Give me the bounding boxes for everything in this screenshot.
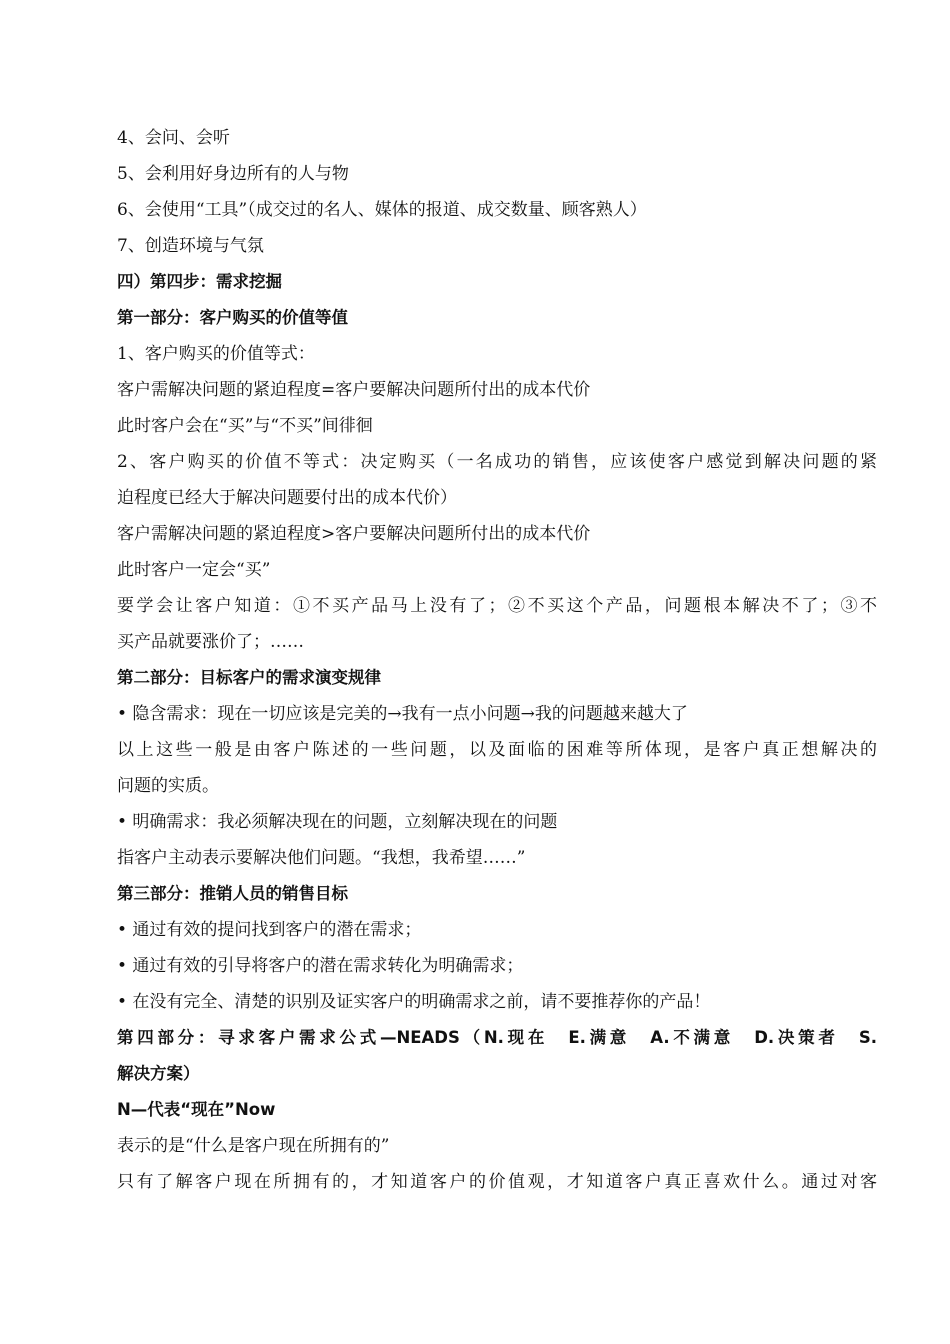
document-body	[117, 120, 877, 1200]
part4-heading: 第四部分：寻求客户需求公式—NEADS（N.现在 E.满意 A.不满意 D.决策者 S.	[117, 1028, 877, 1047]
paragraph-line: 此时客户会在“买”与“不买”间徘徊	[117, 416, 373, 436]
paragraph-line: 此时客户一定会“买”	[117, 560, 271, 580]
list-item-4: 4、会问、会听	[117, 128, 230, 148]
paragraph-line: 买产品就要涨价了；……	[117, 632, 304, 652]
bullet-item: • 在没有完全、清楚的识别及证实客户的明确需求之前，请不要推荐你的产品！	[117, 992, 711, 1012]
paragraph-line: 以上这些一般是由客户陈述的一些问题，以及面临的困难等所体现，是客户真正想解决的	[117, 740, 877, 760]
part2-heading: 第二部分：目标客户的需求演变规律	[117, 668, 381, 687]
list-item-7: 7、创造环境与气氛	[117, 236, 264, 256]
paragraph-line: 迫程度已经大于解决问题要付出的成本代价）	[117, 488, 457, 508]
section-heading-step4: 四）第四步：需求挖掘	[117, 272, 282, 291]
bullet-item: • 通过有效的引导将客户的潜在需求转化为明确需求；	[117, 956, 524, 976]
part1-heading: 第一部分：客户购买的价值等值	[117, 308, 348, 327]
equation-line: 客户需解决问题的紧迫程度=客户要解决问题所付出的成本代价	[117, 380, 591, 400]
bullet-item: • 通过有效的提问找到客户的潜在需求；	[117, 920, 422, 940]
paragraph-line: 1、客户购买的价值等式：	[117, 344, 315, 364]
list-item-5: 5、会利用好身边所有的人与物	[117, 164, 349, 184]
part4-heading-cont: 解决方案）	[117, 1064, 200, 1083]
paragraph-line: 2、客户购买的价值不等式：决定购买（一名成功的销售，应该使客户感觉到解决问题的紧	[117, 452, 877, 472]
paragraph-line: 指客户主动表示要解决他们问题。“我想，我希望……”	[117, 848, 526, 868]
bullet-item: • 隐含需求：现在一切应该是完美的→我有一点小问题→我的问题越来越大了	[117, 704, 688, 724]
n-now-heading: N—代表“现在”Now	[117, 1100, 276, 1119]
paragraph-line: 问题的实质。	[117, 776, 219, 796]
list-item-6: 6、会使用“工具”（成交过的名人、媒体的报道、成交数量、顾客熟人）	[117, 200, 647, 220]
paragraph-line: 只有了解客户现在所拥有的，才知道客户的价值观，才知道客户真正喜欢什么。通过对客	[117, 1172, 877, 1192]
inequality-line: 客户需解决问题的紧迫程度>客户要解决问题所付出的成本代价	[117, 524, 591, 544]
part3-heading: 第三部分：推销人员的销售目标	[117, 884, 348, 903]
paragraph-line: 表示的是“什么是客户现在所拥有的”	[117, 1136, 390, 1156]
paragraph-line: 要学会让客户知道：①不买产品马上没有了；②不买这个产品，问题根本解决不了；③不	[117, 596, 877, 616]
bullet-item: • 明确需求：我必须解决现在的问题，立刻解决现在的问题	[117, 812, 558, 832]
